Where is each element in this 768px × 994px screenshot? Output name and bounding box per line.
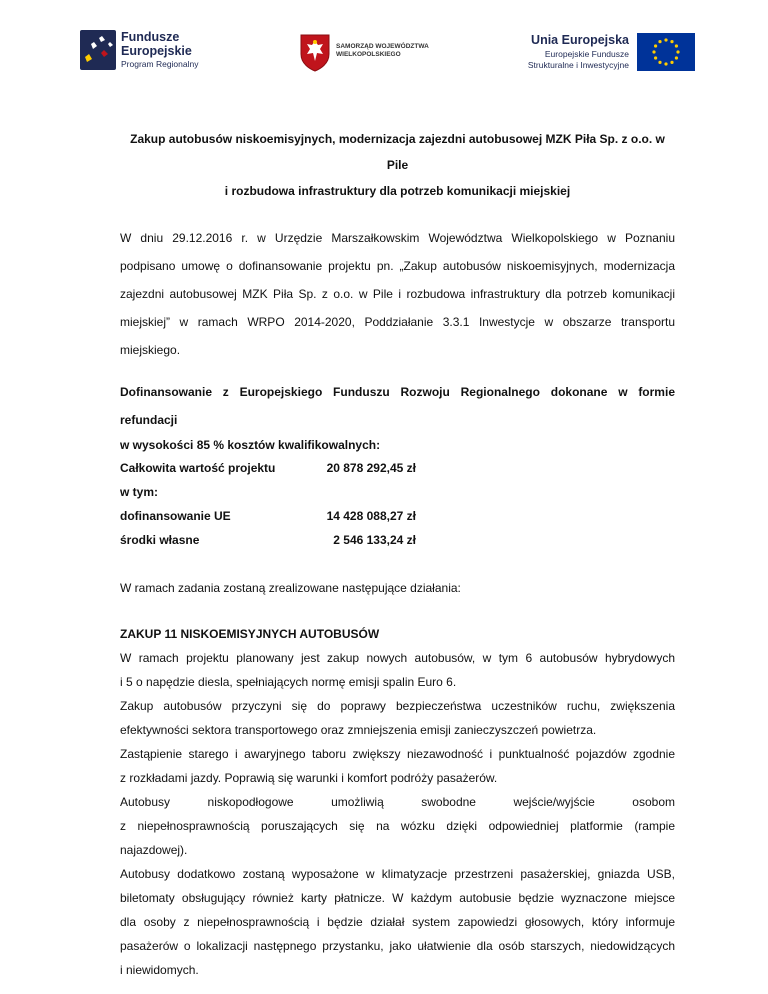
eu-funding-row: [120, 504, 675, 528]
body-line: Autobusy dodatkowo zostaną wyposażone w klimatyzacje przestrzeni pasażerskiej, gniazda USB,: [120, 867, 675, 881]
fe-subtitle: Program Regionalny: [121, 59, 199, 69]
body-line: biletomaty obsługujący również karty płatnicze. W każdym autobusie będzie wyznaczone miejsce: [120, 891, 675, 905]
total-value-row: [120, 456, 675, 480]
samorzad-wojewodztwa-logo: [300, 34, 440, 74]
section-title: ZAKUP 11 NISKOEMISYJNYCH AUTOBUSÓW: [120, 627, 380, 641]
ue-line1: Europejskie Fundusze: [544, 49, 629, 59]
section-body: [120, 646, 675, 982]
intro-line: miejskiego.: [120, 343, 181, 357]
body-line: efektywności sektora transportowego oraz zmniejszenia emisji zanieczyszczeń powietrza.: [120, 723, 597, 737]
eu-label: dofinansowanie UE: [120, 509, 231, 523]
ue-line2: Strukturalne i Inwestycyjne: [527, 60, 629, 70]
wlkp-text: [336, 43, 429, 59]
fe-star-icon: [80, 30, 116, 70]
in-that-label: w tym:: [120, 485, 159, 499]
body-line: i niewidomych.: [120, 963, 199, 977]
body-line: Autobusy niskopodłogowe umożliwią swobodne wejście/wyjście osobom: [120, 795, 675, 809]
body-line: najazdowej).: [120, 843, 188, 857]
wlkp-line2: WIELKOPOLSKIEGO: [336, 51, 401, 58]
total-label: Całkowita wartość projektu: [120, 461, 276, 475]
body-line: z niepełnosprawnością poruszających się na wózku dzięki odpowiedniej platformie (rampie: [120, 819, 675, 833]
document-body: [120, 126, 675, 982]
in-that-row: [120, 480, 675, 504]
intro-line: miejskiej” w ramach WRPO 2014-2020, Poddziałanie 3.3.1 Inwestycje w obszarze transportu: [120, 315, 675, 329]
wlkp-line1: SAMORZĄD WOJEWÓDZTWA: [336, 43, 429, 50]
document-title-line2: i rozbudowa infrastruktury dla potrzeb komunikacji miejskiej: [224, 184, 571, 198]
funding-intro-line: w wysokości 85 % kosztów kwalifikowalnych:: [120, 438, 381, 452]
intro-paragraph: [120, 224, 675, 364]
eagle-shield-icon: [300, 34, 330, 72]
fundusze-europejskie-logo: [80, 28, 230, 76]
own-label: środki własne: [120, 533, 200, 547]
ue-subtitle: [528, 49, 629, 71]
own-value: 2 546 133,24 zł: [333, 533, 416, 547]
ue-title: Unia Europejska: [531, 33, 629, 47]
fe-line2: Europejskie: [121, 44, 192, 58]
total-value: 20 878 292,45 zł: [326, 461, 416, 475]
body-line: Zakup autobusów przyczyni się do poprawy bezpieczeństwa uczestników ruchu, zwiększenia: [120, 699, 675, 713]
fe-title: [121, 30, 192, 58]
intro-line: podpisano umowę o dofinansowanie projektu pn. „Zakup autobusów niskoemisyjnych, modernizacja: [120, 259, 675, 273]
funding-intro-line: Dofinansowanie z Europejskiego Funduszu Rozwoju Regionalnego dokonane w formie refundacji: [120, 385, 675, 427]
own-funds-row: [120, 528, 675, 552]
intro-line: W dniu 29.12.2016 r. w Urzędzie Marszałkowskim Województwa Wielkopolskiego w Poznaniu: [120, 231, 675, 245]
page-header: [0, 0, 768, 100]
document-title-line1: Zakup autobusów niskoemisyjnych, modernizacja zajezdni autobusowej MZK Piła Sp. z o.o. w Pile: [130, 132, 665, 172]
eu-value: 14 428 088,27 zł: [326, 509, 416, 523]
funding-intro: [120, 378, 675, 456]
body-line: i 5 o napędzie diesla, spełniających normę emisji spalin Euro 6.: [120, 675, 457, 689]
eu-flag-icon: [637, 33, 695, 71]
body-line: dla osoby z niepełnosprawnością i będzie działał system zapowiedzi głosowych, który informuje: [120, 915, 675, 929]
unia-europejska-logo: [515, 33, 695, 73]
body-line: pasażerów o lokalizacji następnego przystanku, jako ułatwienie dla osób starszych, niedowidzących: [120, 939, 675, 953]
body-line: z rozkładami jazdy. Poprawią się warunki i komfort podróży pasażerów.: [120, 771, 498, 785]
body-line: W ramach projektu planowany jest zakup nowych autobusów, w tym 6 autobusów hybrydowych: [120, 651, 675, 665]
fe-line1: Fundusze: [121, 30, 180, 44]
actions-intro: W ramach zadania zostaną zrealizowane następujące działania:: [120, 581, 461, 595]
body-line: Zastąpienie starego i awaryjnego taboru zwiększy niezawodność i punktualność pojazdów zgodnie: [120, 747, 675, 761]
intro-line: zajezdni autobusowej MZK Piła Sp. z o.o. w Pile i rozbudowa infrastruktury dla potrzeb komunikacji: [120, 287, 675, 301]
